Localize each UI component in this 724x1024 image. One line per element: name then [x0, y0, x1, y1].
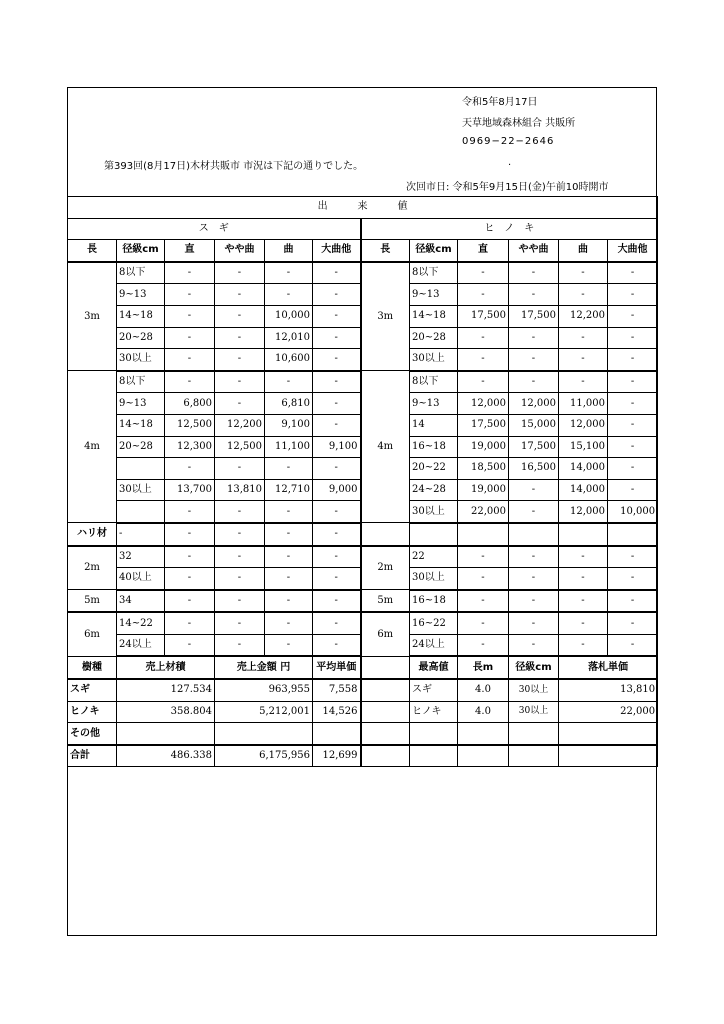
table-row — [68, 656, 658, 679]
table-cell: - — [313, 568, 361, 590]
column-header: 大曲他 — [313, 240, 361, 262]
top-species-cell: スギ — [410, 679, 458, 701]
hinoki-title: ヒ ノ キ — [361, 218, 658, 240]
diameter-cell: 30以上 — [117, 349, 165, 371]
column-header: やや曲 — [215, 240, 265, 262]
table-cell: - — [559, 634, 608, 656]
table-cell: - — [458, 590, 509, 613]
price-cell: 10,000 — [265, 305, 313, 327]
table-cell: - — [313, 634, 361, 656]
table-cell: - — [313, 284, 361, 306]
table-cell: - — [608, 393, 658, 415]
diameter-cell: 9~13 — [117, 393, 165, 415]
table-cell: - — [313, 349, 361, 371]
top-price-cell: 13,810 — [559, 679, 658, 701]
diameter-cell: 30以上 — [410, 501, 458, 523]
diameter-cell: - — [117, 523, 165, 546]
table-cell: - — [458, 371, 509, 393]
diameter-cell: 9~13 — [410, 284, 458, 306]
diameter-cell: 14~18 — [117, 414, 165, 436]
summary-header: 平均単価 — [313, 656, 361, 679]
summary-header: 最高値 — [410, 656, 458, 679]
price-cell: 12,200 — [559, 305, 608, 327]
length-cell: 4m — [68, 371, 117, 523]
diameter-cell: 8以下 — [410, 371, 458, 393]
table-cell: - — [509, 262, 559, 284]
column-header: 径級cm — [117, 240, 165, 262]
table-row — [68, 679, 658, 701]
table-cell: - — [313, 590, 361, 613]
phone-number: 0969−22−2646 — [462, 136, 555, 147]
table-cell: - — [265, 284, 313, 306]
table-cell: - — [215, 568, 265, 590]
diameter-cell: 30以上 — [410, 349, 458, 371]
length-cell: 3m — [361, 262, 410, 371]
table-cell: - — [313, 612, 361, 634]
table-cell: - — [509, 612, 559, 634]
table-cell: - — [458, 262, 509, 284]
diameter-cell: 24~28 — [410, 479, 458, 501]
price-cell: 12,010 — [265, 327, 313, 349]
price-cell: 12,000 — [559, 414, 608, 436]
table-cell: - — [265, 590, 313, 613]
table-cell: - — [165, 634, 215, 656]
top-diameter-cell: 30以上 — [509, 679, 559, 701]
price-cell: 19,000 — [458, 436, 509, 458]
price-cell: 11,100 — [265, 436, 313, 458]
column-header: 曲 — [559, 240, 608, 262]
table-cell: - — [313, 327, 361, 349]
table-cell: - — [215, 501, 265, 523]
price-cell: 12,500 — [165, 414, 215, 436]
length-cell: 6m — [361, 612, 410, 656]
summary-header: 径級cm — [509, 656, 559, 679]
table-cell: - — [165, 590, 215, 613]
volume-cell: 358.804 — [117, 701, 215, 723]
table-cell: - — [165, 568, 215, 590]
column-header: 直 — [458, 240, 509, 262]
price-cell: 12,500 — [215, 436, 265, 458]
length-cell: 2m — [361, 546, 410, 590]
table-cell: - — [509, 501, 559, 523]
diameter-cell: 8以下 — [410, 262, 458, 284]
table-cell: - — [509, 590, 559, 613]
species-cell: スギ — [68, 679, 117, 701]
diameter-cell: 24以上 — [410, 634, 458, 656]
table-cell: - — [215, 523, 265, 546]
table-cell: - — [608, 568, 658, 590]
price-cell: 12,300 — [165, 436, 215, 458]
volume-cell — [117, 723, 215, 745]
table-cell: - — [265, 371, 313, 393]
top-price-cell — [559, 723, 658, 745]
table-cell: - — [608, 305, 658, 327]
volume-cell: 486.338 — [117, 745, 215, 767]
table-cell: - — [559, 284, 608, 306]
table-cell: - — [458, 284, 509, 306]
price-cell: 9,100 — [265, 414, 313, 436]
column-header: 曲 — [265, 240, 313, 262]
table-cell: - — [559, 590, 608, 613]
table-cell: - — [215, 634, 265, 656]
table-cell: - — [215, 349, 265, 371]
top-price-cell — [559, 745, 658, 767]
table-cell: - — [458, 327, 509, 349]
table-cell: - — [215, 590, 265, 613]
top-diameter-cell — [509, 723, 559, 745]
price-cell: 17,500 — [509, 305, 559, 327]
table-cell: - — [608, 612, 658, 634]
table-cell: - — [313, 262, 361, 284]
top-length-cell: 4.0 — [458, 679, 509, 701]
table-cell: - — [509, 371, 559, 393]
price-cell: 12,000 — [458, 393, 509, 415]
table-cell: - — [458, 546, 509, 568]
summary-header: 落札単価 — [559, 656, 658, 679]
top-diameter-cell — [509, 745, 559, 767]
diameter-cell: 14~22 — [117, 612, 165, 634]
length-cell: 2m — [68, 546, 117, 590]
table-cell: - — [458, 612, 509, 634]
avg-price-cell: 12,699 — [313, 745, 361, 767]
diameter-cell — [117, 458, 165, 480]
table-cell: - — [215, 546, 265, 568]
price-cell: 11,000 — [559, 393, 608, 415]
amount-cell: 963,955 — [215, 679, 313, 701]
diameter-cell: 20~28 — [410, 327, 458, 349]
table-cell: - — [215, 305, 265, 327]
diameter-cell: 30以上 — [117, 479, 165, 501]
diameter-cell — [410, 523, 458, 546]
price-cell: 12,000 — [559, 501, 608, 523]
price-cell: 9,000 — [313, 479, 361, 501]
table-cell: - — [165, 501, 215, 523]
price-cell: 12,000 — [509, 393, 559, 415]
table-cell: - — [165, 546, 215, 568]
length-cell — [361, 523, 410, 546]
table-cell: - — [608, 327, 658, 349]
table-row — [68, 218, 658, 240]
table-row — [68, 546, 658, 568]
table-cell: - — [165, 612, 215, 634]
table-cell: - — [313, 501, 361, 523]
diameter-cell: 16~18 — [410, 436, 458, 458]
table-row — [68, 590, 658, 613]
table-cell — [361, 745, 410, 767]
price-cell: 22,000 — [458, 501, 509, 523]
table-cell: - — [608, 479, 658, 501]
organization-name: 天草地域森林組合 共販所 — [462, 118, 576, 129]
diameter-cell: 16~22 — [410, 612, 458, 634]
table-row — [68, 612, 658, 634]
table-row — [68, 523, 658, 546]
table-cell: - — [165, 305, 215, 327]
species-cell: その他 — [68, 723, 117, 745]
diameter-cell: 14~18 — [117, 305, 165, 327]
diameter-cell: 8以下 — [117, 371, 165, 393]
price-cell: 10,600 — [265, 349, 313, 371]
price-cell: 9,100 — [313, 436, 361, 458]
table-cell: - — [165, 262, 215, 284]
next-market-date: 次回市日: 令和5年9月15日(金)午前10時開市 — [406, 182, 609, 193]
price-cell: 17,500 — [458, 305, 509, 327]
table-cell: - — [608, 371, 658, 393]
table-cell: - — [165, 284, 215, 306]
table-cell: - — [509, 568, 559, 590]
avg-price-cell: 14,526 — [313, 701, 361, 723]
volume-cell: 127.534 — [117, 679, 215, 701]
column-header: 径級cm — [410, 240, 458, 262]
diameter-cell: 16~18 — [410, 590, 458, 613]
length-cell: 3m — [68, 262, 117, 371]
price-cell: 15,100 — [559, 436, 608, 458]
table-cell: - — [559, 327, 608, 349]
top-species-cell — [410, 745, 458, 767]
price-cell: 13,810 — [215, 479, 265, 501]
diameter-cell: 14 — [410, 414, 458, 436]
column-header: 大曲他 — [608, 240, 658, 262]
market-title: 第393回(8月17日)木材共販市 市況は下記の通りでした。 — [104, 161, 364, 172]
report-date: 令和5年8月17日 — [462, 97, 538, 108]
length-cell: 5m — [68, 590, 117, 613]
table-cell: - — [509, 546, 559, 568]
table-cell: - — [458, 349, 509, 371]
table-cell: - — [559, 371, 608, 393]
table-cell: - — [165, 458, 215, 480]
amount-cell: 6,175,956 — [215, 745, 313, 767]
table-cell: - — [458, 634, 509, 656]
table-row — [68, 371, 658, 393]
summary-header — [361, 656, 410, 679]
table-cell: - — [215, 393, 265, 415]
table-cell: - — [215, 371, 265, 393]
price-cell: 14,000 — [559, 479, 608, 501]
table-cell: - — [265, 546, 313, 568]
top-length-cell — [458, 745, 509, 767]
table-cell: - — [608, 349, 658, 371]
table-cell: - — [313, 458, 361, 480]
table-cell — [608, 523, 658, 546]
length-cell: 5m — [361, 590, 410, 613]
table-cell: - — [509, 327, 559, 349]
table-cell: - — [215, 458, 265, 480]
length-cell: ハリ材 — [68, 523, 117, 546]
length-cell: 4m — [361, 371, 410, 523]
table-cell: - — [313, 393, 361, 415]
summary-header: 売上材積 — [117, 656, 215, 679]
table-cell: - — [215, 612, 265, 634]
table-cell: - — [608, 414, 658, 436]
diameter-cell: 20~28 — [117, 327, 165, 349]
table-cell: - — [509, 634, 559, 656]
table-cell: - — [265, 612, 313, 634]
top-diameter-cell: 30以上 — [509, 701, 559, 723]
section-title: 出 来 値 — [68, 197, 658, 219]
table-cell — [559, 523, 608, 546]
species-cell: ヒノキ — [68, 701, 117, 723]
summary-header: 樹種 — [68, 656, 117, 679]
table-cell: - — [313, 305, 361, 327]
table-row — [68, 197, 658, 219]
price-cell: 13,700 — [165, 479, 215, 501]
top-price-cell: 22,000 — [559, 701, 658, 723]
diameter-cell: 20~28 — [117, 436, 165, 458]
diameter-cell — [117, 501, 165, 523]
table-cell: - — [215, 327, 265, 349]
price-cell: 19,000 — [458, 479, 509, 501]
price-cell: 16,500 — [509, 458, 559, 480]
table-cell: - — [313, 546, 361, 568]
table-cell: - — [265, 634, 313, 656]
table-cell: - — [165, 327, 215, 349]
table-row — [68, 262, 658, 284]
amount-cell — [215, 723, 313, 745]
price-cell: 12,200 — [215, 414, 265, 436]
table-cell: - — [215, 284, 265, 306]
table-cell: - — [313, 414, 361, 436]
diameter-cell: 24以上 — [117, 634, 165, 656]
diameter-cell: 22 — [410, 546, 458, 568]
diameter-cell: 9~13 — [117, 284, 165, 306]
table-cell: - — [165, 371, 215, 393]
table-cell: - — [559, 262, 608, 284]
table-cell: - — [608, 284, 658, 306]
table-cell: - — [608, 634, 658, 656]
top-species-cell — [410, 723, 458, 745]
stray-dot: . — [508, 157, 512, 168]
price-cell: 14,000 — [559, 458, 608, 480]
table-cell: - — [265, 458, 313, 480]
table-cell — [361, 723, 410, 745]
table-cell: - — [608, 436, 658, 458]
table-cell — [509, 523, 559, 546]
table-cell: - — [165, 523, 215, 546]
top-length-cell — [458, 723, 509, 745]
price-cell: 15,000 — [509, 414, 559, 436]
top-species-cell: ヒノキ — [410, 701, 458, 723]
table-cell: - — [509, 284, 559, 306]
price-table — [67, 196, 658, 767]
price-cell: 18,500 — [458, 458, 509, 480]
summary-header: 売上金額 円 — [215, 656, 313, 679]
diameter-cell: 8以下 — [117, 262, 165, 284]
table-cell: - — [559, 349, 608, 371]
avg-price-cell — [313, 723, 361, 745]
table-cell: - — [509, 479, 559, 501]
table-cell: - — [559, 612, 608, 634]
table-cell — [361, 701, 410, 723]
table-cell: - — [313, 523, 361, 546]
table-cell: - — [265, 568, 313, 590]
table-row — [68, 240, 658, 262]
price-cell: 17,500 — [458, 414, 509, 436]
table-cell: - — [608, 590, 658, 613]
table-cell: - — [608, 458, 658, 480]
column-header: 直 — [165, 240, 215, 262]
price-cell: 17,500 — [509, 436, 559, 458]
species-cell: 合計 — [68, 745, 117, 767]
table-row — [68, 745, 658, 767]
price-cell: 6,810 — [265, 393, 313, 415]
top-length-cell: 4.0 — [458, 701, 509, 723]
table-cell: - — [458, 568, 509, 590]
amount-cell: 5,212,001 — [215, 701, 313, 723]
diameter-cell: 30以上 — [410, 568, 458, 590]
table-row — [68, 701, 658, 723]
table-cell: - — [608, 546, 658, 568]
table-cell — [361, 679, 410, 701]
sugi-title: ス ギ — [68, 218, 361, 240]
price-cell: 6,800 — [165, 393, 215, 415]
table-cell: - — [559, 546, 608, 568]
table-cell: - — [313, 371, 361, 393]
table-cell: - — [265, 501, 313, 523]
table-cell: - — [215, 262, 265, 284]
avg-price-cell: 7,558 — [313, 679, 361, 701]
diameter-cell: 20~22 — [410, 458, 458, 480]
table-cell: - — [165, 349, 215, 371]
table-cell — [458, 523, 509, 546]
column-header: やや曲 — [509, 240, 559, 262]
diameter-cell: 32 — [117, 546, 165, 568]
table-cell: - — [509, 349, 559, 371]
table-cell: - — [265, 262, 313, 284]
table-row — [68, 723, 658, 745]
diameter-cell: 9~13 — [410, 393, 458, 415]
column-header: 長 — [68, 240, 117, 262]
table-cell: - — [559, 568, 608, 590]
summary-header: 長m — [458, 656, 509, 679]
diameter-cell: 14~18 — [410, 305, 458, 327]
table-cell: - — [265, 523, 313, 546]
diameter-cell: 34 — [117, 590, 165, 613]
diameter-cell: 40以上 — [117, 568, 165, 590]
column-header: 長 — [361, 240, 410, 262]
length-cell: 6m — [68, 612, 117, 656]
price-cell: 12,710 — [265, 479, 313, 501]
price-cell: 10,000 — [608, 501, 658, 523]
table-cell: - — [608, 262, 658, 284]
